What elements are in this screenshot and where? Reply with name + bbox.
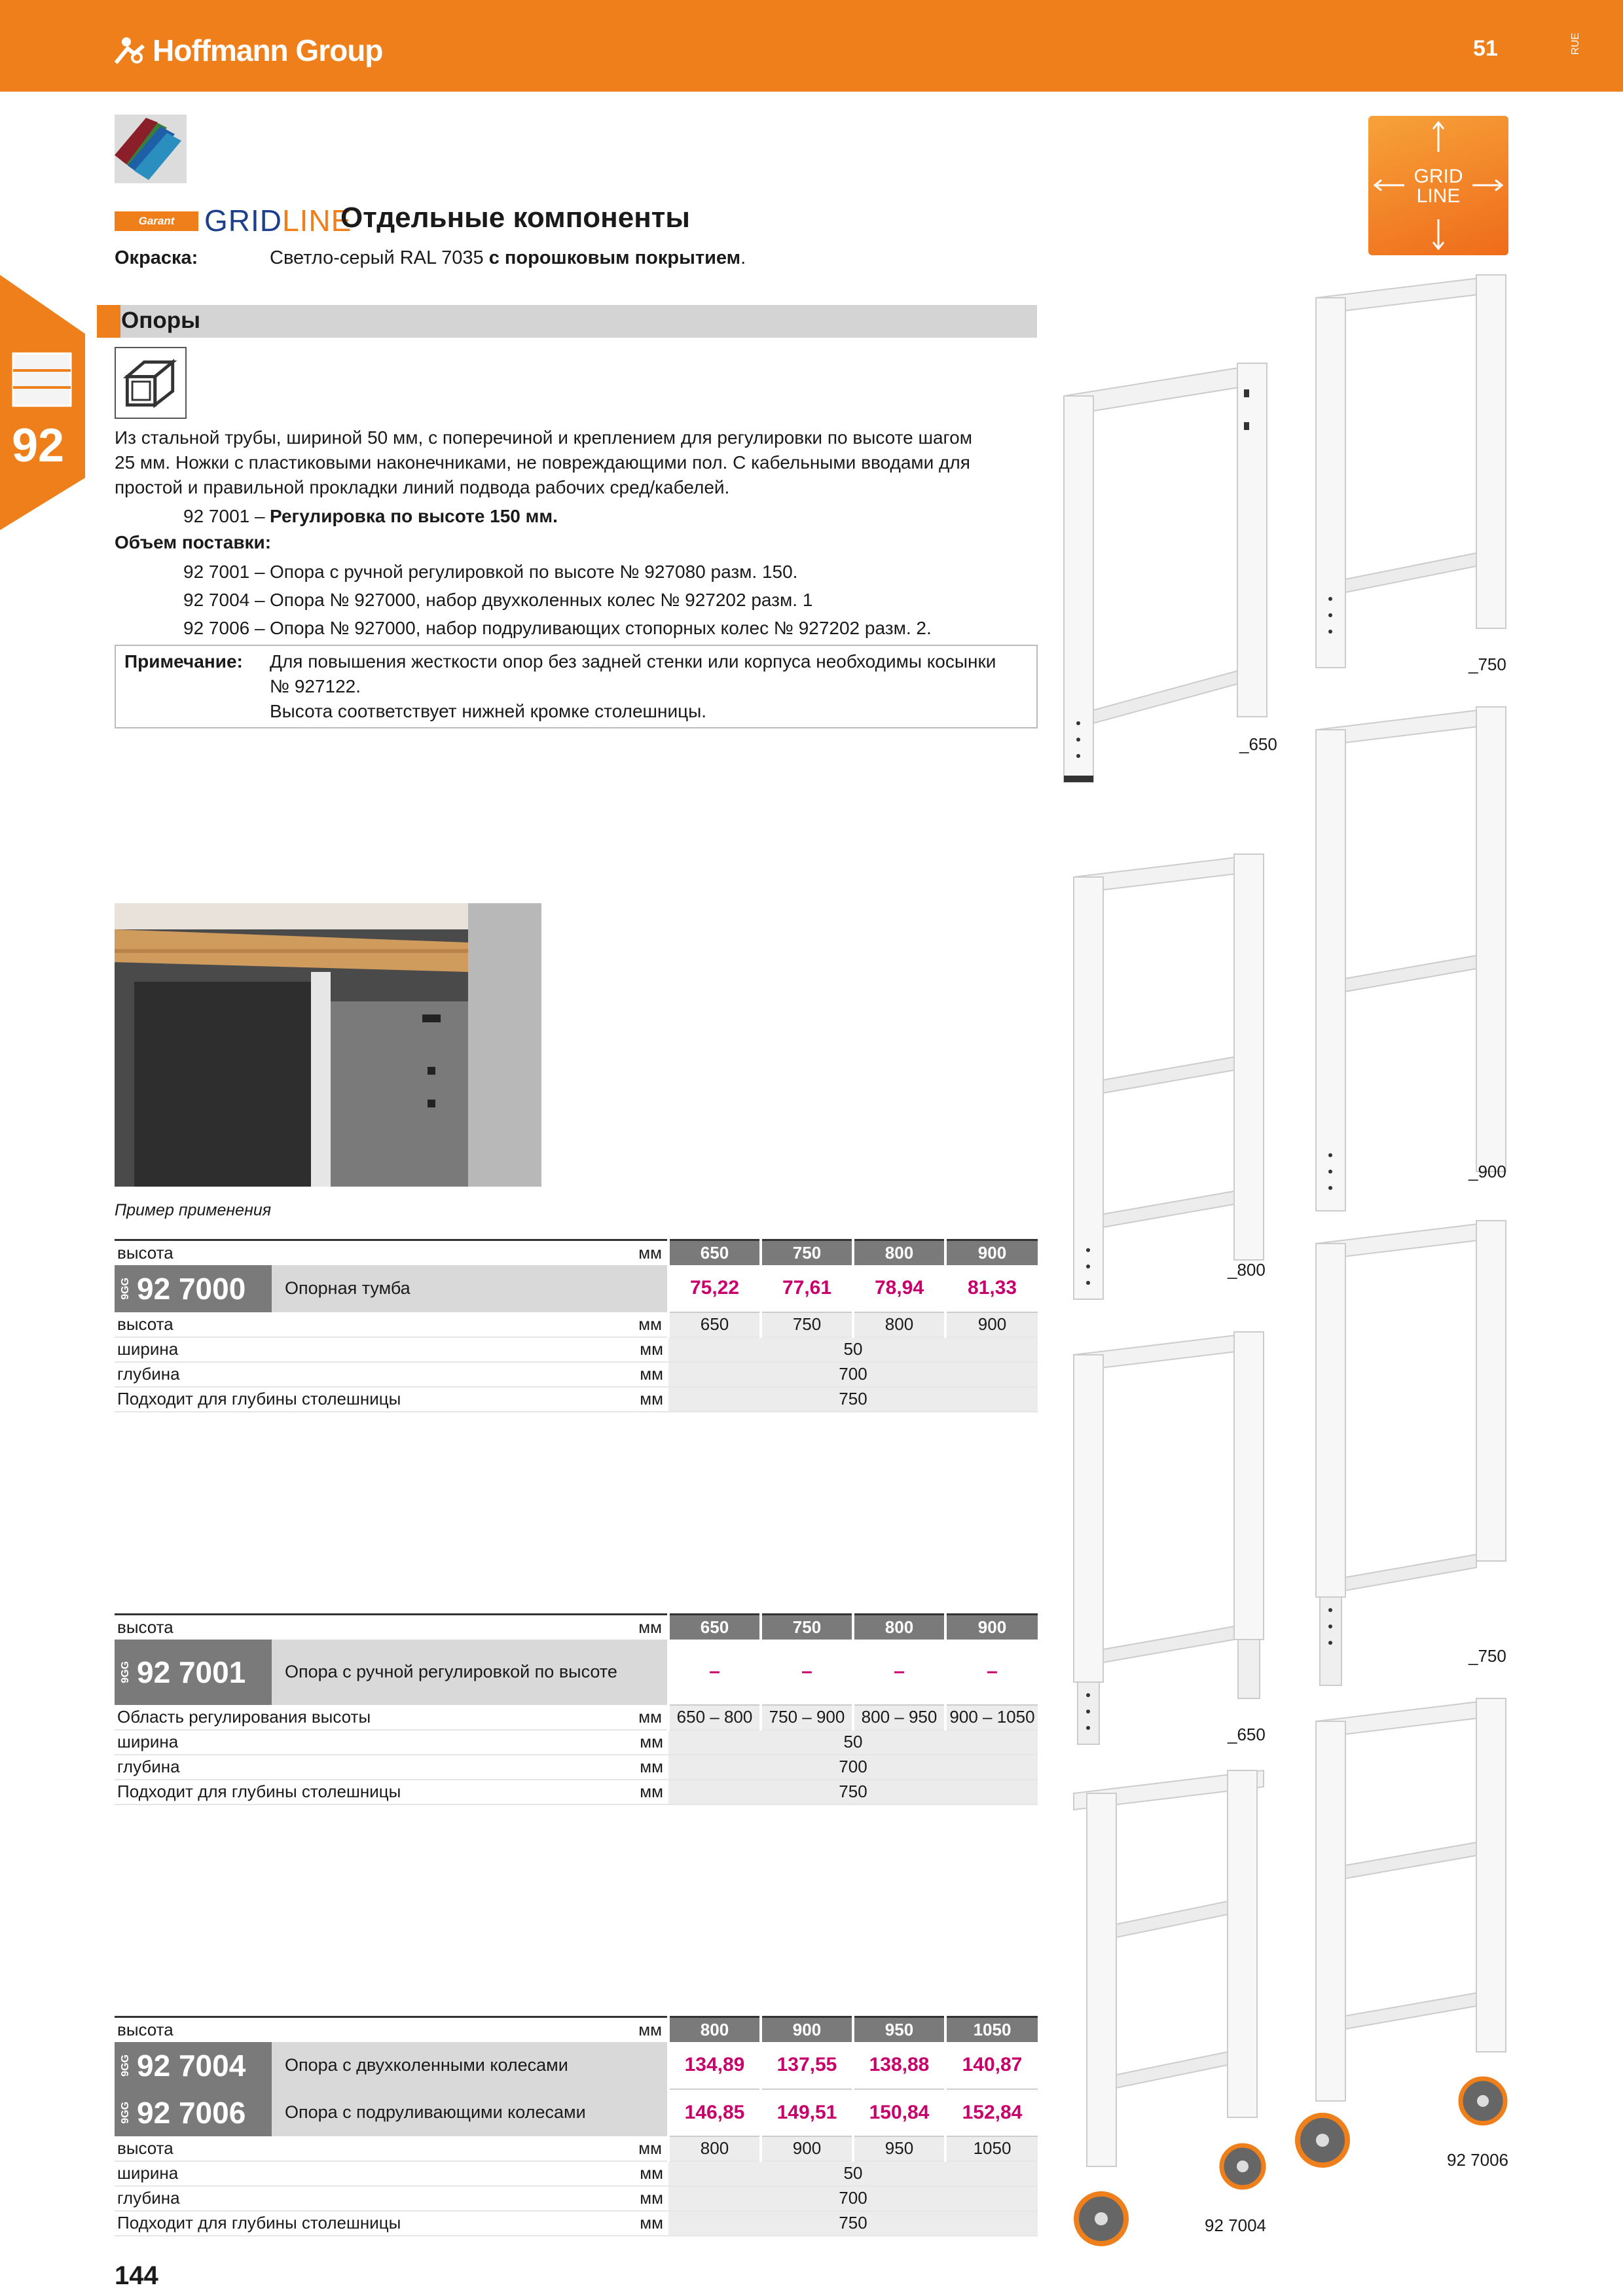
row-label: ширина [115, 2161, 629, 2186]
row-unit: мм [629, 1362, 668, 1387]
description-line3: простой и правильной прокладки линий подвода рабочих сред/кабелей. [115, 477, 730, 497]
row-unit: мм [629, 1705, 668, 1730]
gg-code: 9GG [120, 2054, 131, 2077]
table-927001 [115, 1613, 1038, 1805]
brand-logo[interactable] [115, 34, 382, 67]
header-label: высота [115, 1615, 629, 1640]
price[interactable]: 78,94 [853, 1265, 945, 1312]
cell: 750 [668, 1387, 1038, 1412]
price[interactable]: 152,84 [945, 2089, 1038, 2136]
price[interactable]: 146,85 [668, 2089, 761, 2136]
delivery-item-text: Опора № 927000, набор двухколенных колес № 927202 разм. 1 [270, 590, 813, 610]
square-tube-icon [115, 347, 187, 419]
stand-article-label: 92 7006 [1447, 2150, 1508, 2170]
row-unit: мм [629, 2136, 668, 2161]
delivery-item-no: 92 7001 – [183, 562, 265, 582]
size-col: 900 [761, 2017, 853, 2042]
size-col: 750 [761, 1615, 853, 1640]
table-927000 [115, 1239, 1038, 1412]
price[interactable]: – [761, 1640, 853, 1705]
cell: 750 [668, 1780, 1038, 1804]
paint-value-text: Светло-серый RAL 7035 [270, 247, 489, 268]
cell: 700 [668, 1755, 1038, 1780]
cell: 750 [668, 2211, 1038, 2236]
delivery-item-no: 92 7004 – [183, 590, 265, 610]
cell: 650 – 800 [668, 1705, 761, 1730]
header-unit: мм [629, 1615, 668, 1640]
paint-label: Окраска: [115, 247, 198, 268]
brand-name: Hoffmann Group [153, 33, 383, 67]
paint-value [270, 247, 746, 269]
page-title: Отдельные компоненты [340, 202, 690, 234]
cell: 700 [668, 2186, 1038, 2211]
article-description: Опора с подруливающими колесами [285, 2102, 586, 2122]
paint-value-bold: с порошковым покрытием [488, 247, 741, 268]
note-label: Примечание: [124, 651, 243, 672]
row-label: Подходит для глубины столешницы [115, 1780, 629, 1804]
row-unit: мм [629, 1387, 668, 1412]
stand-size-label: _800 [1228, 1260, 1266, 1280]
stand-size-label: _650 [1228, 1725, 1266, 1744]
cell: 800 [853, 1312, 945, 1337]
stand-800-image [1067, 851, 1270, 1302]
row-label: глубина [115, 2186, 629, 2211]
stand-750-image [1309, 272, 1512, 671]
size-col: 900 [945, 1240, 1038, 1265]
adjust-text: Регулировка по высоте 150 мм. [270, 506, 558, 526]
delivery-label: Объем поставки: [115, 532, 272, 552]
size-col: 650 [668, 1240, 761, 1265]
size-col: 800 [668, 2017, 761, 2042]
cell: 750 – 900 [761, 1705, 853, 1730]
hoffmann-logo-icon [115, 37, 146, 64]
gg-code: 9GG [120, 1660, 131, 1683]
row-unit: мм [629, 1312, 668, 1337]
cell: 800 – 950 [853, 1705, 945, 1730]
cell: 700 [668, 1362, 1038, 1387]
article-number-text: 92 7004 [137, 2048, 246, 2083]
stand-750-adjustable-image [1309, 1217, 1512, 1689]
article-number-text: 92 7006 [137, 2095, 246, 2130]
size-col: 750 [761, 1240, 853, 1265]
adjust-no: 92 7001 – [183, 506, 265, 526]
gg-code: 9GG [120, 1277, 131, 1300]
price[interactable]: – [668, 1640, 761, 1705]
cell: 650 [668, 1312, 761, 1337]
delivery-item-text: Опора с ручной регулировкой по высоте № 927080 разм. 150. [270, 562, 798, 582]
section-title: Опоры [121, 308, 201, 333]
gg-code: 9GG [120, 2101, 131, 2124]
table-927004-927006 [115, 2016, 1038, 2236]
chapter-number: 92 [12, 420, 65, 472]
row-label: ширина [115, 1337, 629, 1362]
row-unit: мм [629, 2161, 668, 2186]
header-label: высота [115, 2017, 629, 2042]
stand-927006-image [1283, 1695, 1512, 2173]
gridline-logo [204, 203, 352, 238]
chapter-tab[interactable] [0, 275, 85, 530]
page-number-top: 51 [1473, 36, 1498, 61]
price[interactable]: 77,61 [761, 1265, 853, 1312]
note-line1: Для повышения жесткости опор без задней стенки или корпуса необходимы косынки [270, 651, 996, 672]
price[interactable]: 140,87 [945, 2042, 1038, 2089]
stand-900-image [1309, 704, 1512, 1214]
article-number[interactable] [115, 1265, 272, 1312]
row-label: глубина [115, 1755, 629, 1780]
badge-line2: LINE [1416, 185, 1461, 207]
stand-size-label: _650 [1239, 734, 1277, 754]
row-label: ширина [115, 1730, 629, 1755]
delivery-item-no: 92 7006 – [183, 618, 265, 638]
paint-value-end: . [740, 247, 746, 268]
cell: 950 [853, 2136, 945, 2161]
price[interactable]: 75,22 [668, 1265, 761, 1312]
gridline-badge [1368, 116, 1508, 255]
gridline-logo-part2: LINE [282, 204, 352, 238]
article-description: Опорная тумба [285, 1278, 410, 1298]
article-number[interactable] [115, 1640, 272, 1705]
cell: 50 [668, 2161, 1038, 2186]
stand-size-label: _750 [1468, 1646, 1506, 1666]
stand-650-adjustable-image [1067, 1329, 1270, 1748]
photo-caption: Пример применения [115, 1201, 272, 1219]
size-col: 1050 [945, 2017, 1038, 2042]
size-col: 800 [853, 1240, 945, 1265]
cell: 900 [945, 1312, 1038, 1337]
garant-logo: Garant [115, 211, 198, 231]
note-line2: № 927122. [270, 676, 361, 696]
color-swatch-image [115, 115, 187, 183]
header-label: высота [115, 1240, 629, 1265]
row-unit: мм [629, 2186, 668, 2211]
row-unit: мм [629, 1780, 668, 1804]
cell: 50 [668, 1337, 1038, 1362]
header-unit: мм [629, 2017, 668, 2042]
price[interactable]: 137,55 [761, 2042, 853, 2089]
article-number-text: 92 7000 [137, 1271, 246, 1306]
price[interactable]: 138,88 [853, 2042, 945, 2089]
article-number[interactable] [115, 2042, 272, 2089]
badge-line1: GRID [1413, 166, 1463, 187]
stand-article-label: 92 7004 [1205, 2215, 1266, 2235]
cell: 800 [668, 2136, 761, 2161]
article-description: Опора с двухколенными колесами [285, 2055, 568, 2075]
description-line2: 25 мм. Ножки с пластиковыми наконечниками, не повреждающими пол. С кабельными вводами для [115, 452, 970, 473]
language-code: RUE [1570, 33, 1581, 55]
stand-927004-image [1067, 1767, 1270, 2251]
row-label: глубина [115, 1362, 629, 1387]
row-label: Подходит для глубины столешницы [115, 1387, 629, 1412]
section-bar [97, 305, 1037, 338]
row-unit: мм [629, 1730, 668, 1755]
stand-size-label: _750 [1468, 655, 1506, 674]
stand-size-label: _900 [1468, 1162, 1506, 1181]
price[interactable]: 150,84 [853, 2089, 945, 2136]
cell: 900 [761, 2136, 853, 2161]
article-number-text: 92 7001 [137, 1655, 246, 1689]
cell: 1050 [945, 2136, 1038, 2161]
description-line1: Из стальной трубы, шириной 50 мм, с поперечиной и креплением для регулировки по высоте шагом [115, 427, 972, 448]
size-col: 900 [945, 1615, 1038, 1640]
row-label: Область регулирования высоты [115, 1705, 629, 1730]
row-label: Подходит для глубины столешницы [115, 2211, 629, 2236]
price[interactable]: 149,51 [761, 2089, 853, 2136]
note-line3: Высота соответствует нижней кромке столешницы. [270, 701, 707, 721]
page-number-bottom: 144 [115, 2261, 158, 2290]
price[interactable]: – [853, 1640, 945, 1705]
size-col: 800 [853, 1615, 945, 1640]
delivery-item-text: Опора № 927000, набор подруливающих стопорных колес № 927202 разм. 2. [270, 618, 932, 638]
row-unit: мм [629, 1755, 668, 1780]
price[interactable]: 81,33 [945, 1265, 1038, 1312]
cell: 900 – 1050 [945, 1705, 1038, 1730]
price[interactable]: 134,89 [668, 2042, 761, 2089]
stand-650-image [1057, 357, 1283, 785]
row-unit: мм [629, 1337, 668, 1362]
size-col: 950 [853, 2017, 945, 2042]
article-description: Опора с ручной регулировкой по высоте [285, 1662, 617, 1681]
price[interactable]: – [945, 1640, 1038, 1705]
application-photo [115, 903, 541, 1187]
header-unit: мм [629, 1240, 668, 1265]
cell: 750 [761, 1312, 853, 1337]
cell: 50 [668, 1730, 1038, 1755]
row-unit: мм [629, 2211, 668, 2236]
article-number[interactable] [115, 2089, 272, 2136]
row-label: высота [115, 2136, 629, 2161]
size-col: 650 [668, 1615, 761, 1640]
gridline-logo-part1: GRID [204, 204, 282, 238]
row-label: высота [115, 1312, 629, 1337]
